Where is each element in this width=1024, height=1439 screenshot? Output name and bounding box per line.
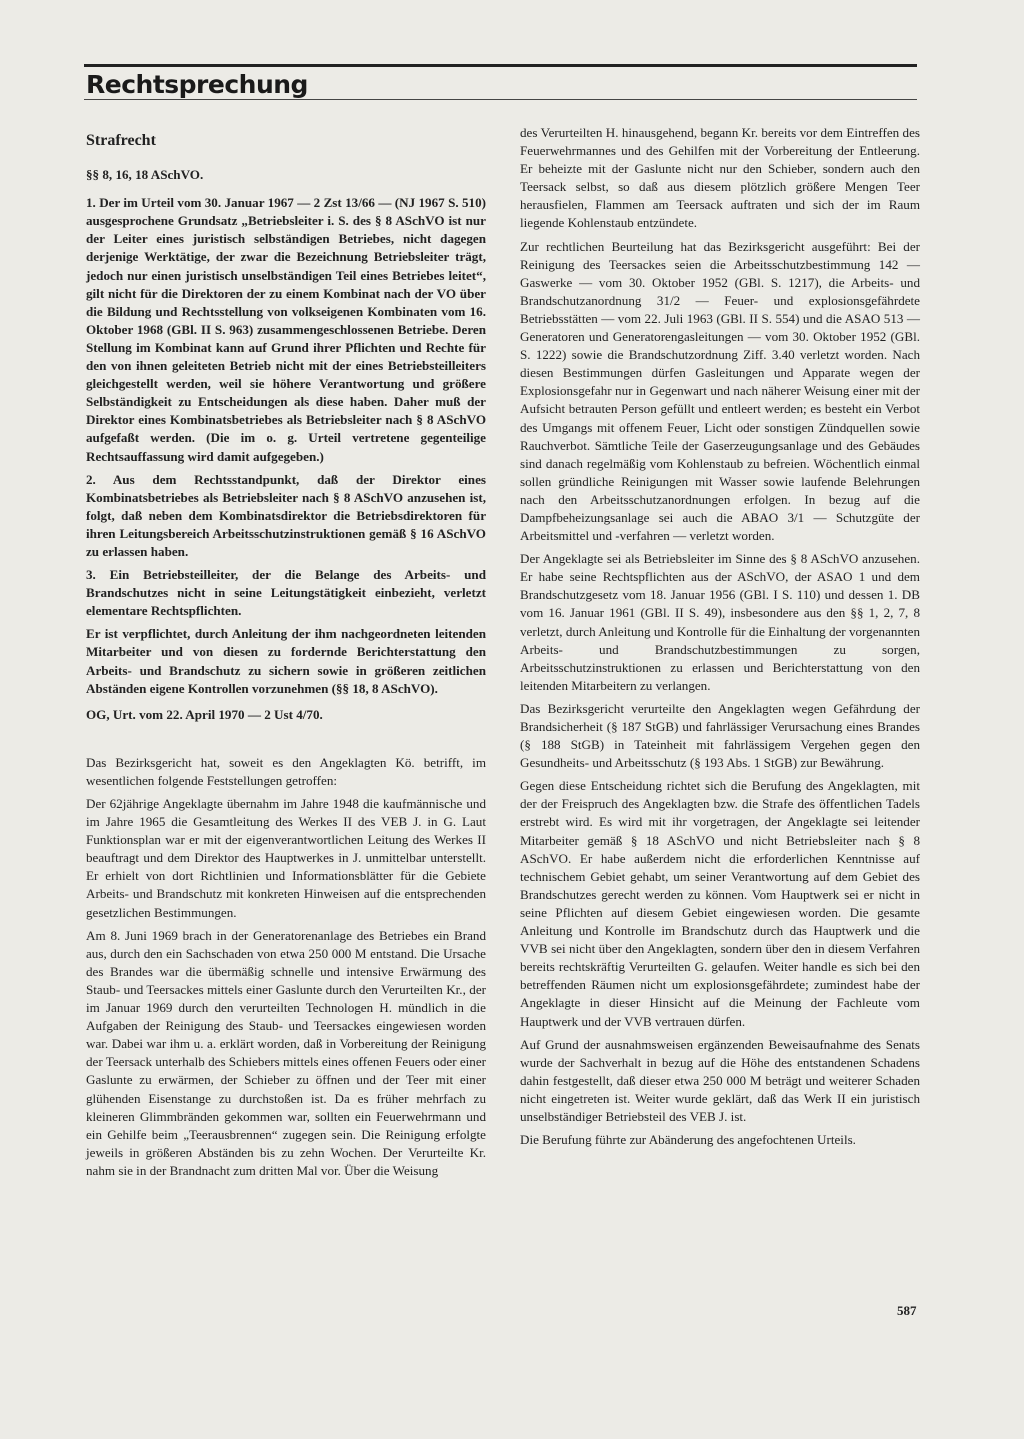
spacer (86, 724, 486, 754)
body-paragraph: Am 8. Juni 1969 brach in der Generatorenanlage des Betriebes ein Brand aus, durch den ein Sachschaden von etwa 250 000 M entstand. Die Ursache des Brandes war die übermäßig schnelle und intensive Erwärmung des Staub- und Teersackes mittels einer Gaslunte durch den Verurteilten Kr., der im Januar 1969 durch den verurteilten Technologen H. mündlich in die Aufgaben der Reinigung des Staub- und Teersackes eingewiesen worden war. Dabei war ihm u. a. erklärt worden, daß in Vorbereitung der Reinigung der Teersack unterhalb des Schiebers mittels eines offenen Feuers oder einer Gaslunte zu erwärmen, der Schieber zu öffnen und der Teer mit einer glühenden Eisenstange zu durchstoßen ist. Da es früher mehrfach zu kleineren Glimmbränden gekommen war, sollten ein Feuerwehrmann und ein Gehilfe beim „Teerausbrennen“ zugegen sein. Die Reinigung erfolgte jeweils in größeren Abständen bis zu zehn Wochen. Der Verurteilte Kr. nahm sie in der Brandnacht zum dritten Mal vor. Über die Weisung (86, 927, 486, 1178)
right-column (520, 124, 920, 1154)
body-paragraph: Das Bezirksgericht hat, soweit es den Angeklagten Kö. betrifft, im wesentlichen folgende Feststellungen getroffen: (86, 754, 486, 788)
header-rule-top (84, 64, 917, 67)
court-citation: OG, Urt. vom 22. April 1970 — 2 Ust 4/70. (86, 706, 323, 722)
header-rule-bottom (84, 99, 917, 100)
page-header: Rechtsprechung (86, 70, 308, 99)
headnote (86, 194, 486, 698)
body-paragraph: Das Bezirksgericht verurteilte den Angeklagten wegen Gefährdung der Brandsicherheit (§ 187 StGB) und fahrlässiger Verursachung eines Brandes (§ 188 StGB) in Tateinheit mit fahrlässigem Vergehen gegen den Gesundheits- und Arbeitsschutz (§ 193 Abs. 1 StGB) zur Bewährung. (520, 700, 920, 771)
headnote-paragraph: 2. Aus dem Rechtsstandpunkt, daß der Direktor eines Kombinatsbetriebes als Betriebsleiter nach § 8 ASchVO anzusehen ist, folgt, daß neben dem Kombinatsdirektor die Betriebsdirektoren für ihren Leitungsbereich Arbeitsschutzinstruktionen gemäß § 16 ASchVO zu erlassen haben. (86, 471, 486, 559)
body-paragraph: Gegen diese Entscheidung richtet sich die Berufung des Angeklagten, mit der der Freispruch des Angeklagten bzw. die Strafe des öffentlichen Tadels erstrebt wird. Es wird mit ihr vorgetragen, der Angeklagte sei leitender Mitarbeiter gemäß § 18 ASchVO und nicht Betriebsleiter nach § 8 ASchVO. Er habe außerdem nicht die erforderlichen Kenntnisse auf technischem Gebiet gehabt, um seiner Verantwortung auf dem Gebiet des Brandschutzes gerecht werden zu können. Vom Hauptwerk sei er nicht in seine Pflichten auf diesem Gebiet eingewiesen worden. Die gesamte Anleitung und Kontrolle im Brandschutz durch das Hauptwerk und die VVB sei nicht über den Angeklagten, sondern über den in diesem Verfahren bereits rechtskräftig Verurteilten G. gelaufen. Weiter handle es sich bei den betreffenden Räumen nicht um explosionsgefährdete; zumindest habe der Angeklagte in dieser Hinsicht auf die Meinung der Fachleute vom Hauptwerk und der VVB vertrauen dürfen. (520, 778, 920, 1029)
headnote-paragraph: 1. Der im Urteil vom 30. Januar 1967 — 2 Zst 13/66 — (NJ 1967 S. 510) ausgesprochene Grundsatz „Betriebsleiter i. S. des § 8 ASchVO ist nur der Leiter eines juristisch selbständigen Betriebes, nicht dagegen derjenige Werktätige, der zwar die Bezeichnung Betriebsleiter trägt, jedoch nur einen juristisch unselbständigen Teil eines Betriebes leitet“, gilt nicht für die Direktoren der zu einem Kombinat nach der VO über die Bildung und Rechtsstellung von volkseigenen Kombinaten vom 16. Oktober 1968 (GBl. II S. 963) zusammengeschlossenen Betriebe. Deren Stellung im Kombinat kann auf Grund ihrer Pflichten und Rechte für den von ihnen geleiteten Betrieb nicht mit der eines Betriebsteilleiters gleichgestellt werden, weil sie höhere Verantwortung und größere Selbständigkeit zu Entscheidungen als diese haben. Daher muß der Direktor eines Kombinatsbetriebes als Betriebsleiter nach § 8 ASchVO aufgefaßt werden. (Die im o. g. Urteil vertretene gegenteilige Rechtsauffassung wird damit aufgegeben.) (86, 195, 486, 464)
body-paragraph: Der Angeklagte sei als Betriebsleiter im Sinne des § 8 ASchVO anzusehen. Er habe seine Rechtspflichten aus der ASchVO, der ASAO 1 und dem Brandschutzgesetz vom 18. Januar 1956 (GBl. I S. 110) und dessen 1. DB vom 16. Januar 1961 (GBl. II S. 49), insbesondere aus den §§ 1, 2, 7, 8 verletzt, durch Anleitung und Kontrolle für die Einhaltung der vorgenannten Arbeits- und Brandschutzbestimmungen zu sorgen, Arbeitsschutzinstruktionen zu erlassen und Berichterstattung von den leitenden Mitarbeitern zu verlangen. (520, 551, 920, 693)
statute-references: §§ 8, 16, 18 ASchVO. (86, 167, 204, 183)
page-number: 587 (897, 1303, 917, 1318)
headnote-paragraph: Er ist verpflichtet, durch Anleitung der ihm nachgeordneten leitenden Mitarbeiter und von diesen zu fordernde Berichterstattung den Arbeits- und Brandschutz zu sichern sowie in größeren zeitlichen Abständen eigene Kontrollen vorzunehmen (§§ 18, 8 ASchVO). (86, 626, 486, 696)
body-paragraph: Auf Grund der ausnahmsweisen ergänzenden Beweisaufnahme des Senats wurde der Sachverhalt in bezug auf die Höhe des entstandenen Schadens dahin festgestellt, daß dieser etwa 250 000 M beträgt und weiterer Schaden nicht eingetreten ist. Weiter wurde geklärt, daß das Werk II ein juristisch unselbständiger Betriebsteil des VEB J. ist. (520, 1036, 920, 1124)
body-paragraph: Der 62jährige Angeklagte übernahm im Jahre 1948 die kaufmännische und im Jahre 1965 die Gesamtleitung des Werkes II des VEB J. in G. Laut Funktionsplan war er mit der eigenverantwortlichen Leitung des Werkes II beauftragt und dem Direktor des Hauptwerkes in J. unmittelbar unterstellt. Er erhielt von dort Richtlinien und Informationsblätter für die Gebiete Arbeits- und Brandschutz mit konkreten Hinweisen auf die entsprechenden gesetzlichen Bestimmungen. (86, 796, 486, 920)
section-title: Strafrecht (86, 132, 156, 149)
left-column (86, 124, 486, 1185)
headnote-paragraph: 3. Ein Betriebsteilleiter, der die Belange des Arbeits- und Brandschutzes nicht in seine Leitungstätigkeit einbezieht, verletzt elementare Rechtspflichten. (86, 567, 486, 619)
body-paragraph: Die Berufung führte zur Abänderung des angefochtenen Urteils. (520, 1132, 856, 1148)
body-paragraph: Zur rechtlichen Beurteilung hat das Bezirksgericht ausgeführt: Bei der Reinigung des Teersackes seien die Arbeitsschutzbestimmung 142 — Gaswerke — vom 30. Oktober 1952 (GBl. S. 1217), die Arbeits- und Brandschutzanordnung 31/2 — Feuer- und explosionsgefährdete Betriebsstätten — vom 22. Juli 1963 (GBl. II S. 554) und die ASAO 513 — Generatoren und Generatorengasleitungen — vom 30. Oktober 1952 (GBl. S. 1222) sowie die Brandschutzordnung Ziff. 3.40 verletzt worden. Nach diesen Bestimmungen dürfen Gasleitungen und Apparate wegen der Explosionsgefahr nur in Gegenwart und nach näherer Weisung einer mit der Aufsicht betrauten Person gefüllt und entleert werden; es besteht ein Verbot des Umgangs mit offenem Feuer, Licht oder sonstigen Zündquellen sowie Rauchverbot. Sämtliche Teile der Gaserzeugungsanlage und des Gebäudes sind danach regelmäßig vom Kohlenstaub zu befreien. Wöchentlich einmal sollen gründliche Reinigungen mit Wasser sowie laufende Belehrungen nach den Arbeitsschutzanordnungen erfolgen. In bezug auf die Dampfbeheizungsanlage sei auch die ABAO 3/1 — Schutzgüte der Arbeitsmittel und -verfahren — verletzt worden. (520, 238, 920, 544)
body-paragraph: des Verurteilten H. hinausgehend, begann Kr. bereits vor dem Eintreffen des Feuerwehrmannes und des Gehilfen mit der Vorbereitung der Entleerung. Er beheizte mit der Gaslunte nicht nur den Schieber, sondern auch den Teersack selbst, so daß aus diesem plötzlich größere Mengen Teer herausfielen, Flammen am Teersack auftraten und sich der im Raum liegende Kohlenstaub entzündete. (520, 125, 920, 231)
